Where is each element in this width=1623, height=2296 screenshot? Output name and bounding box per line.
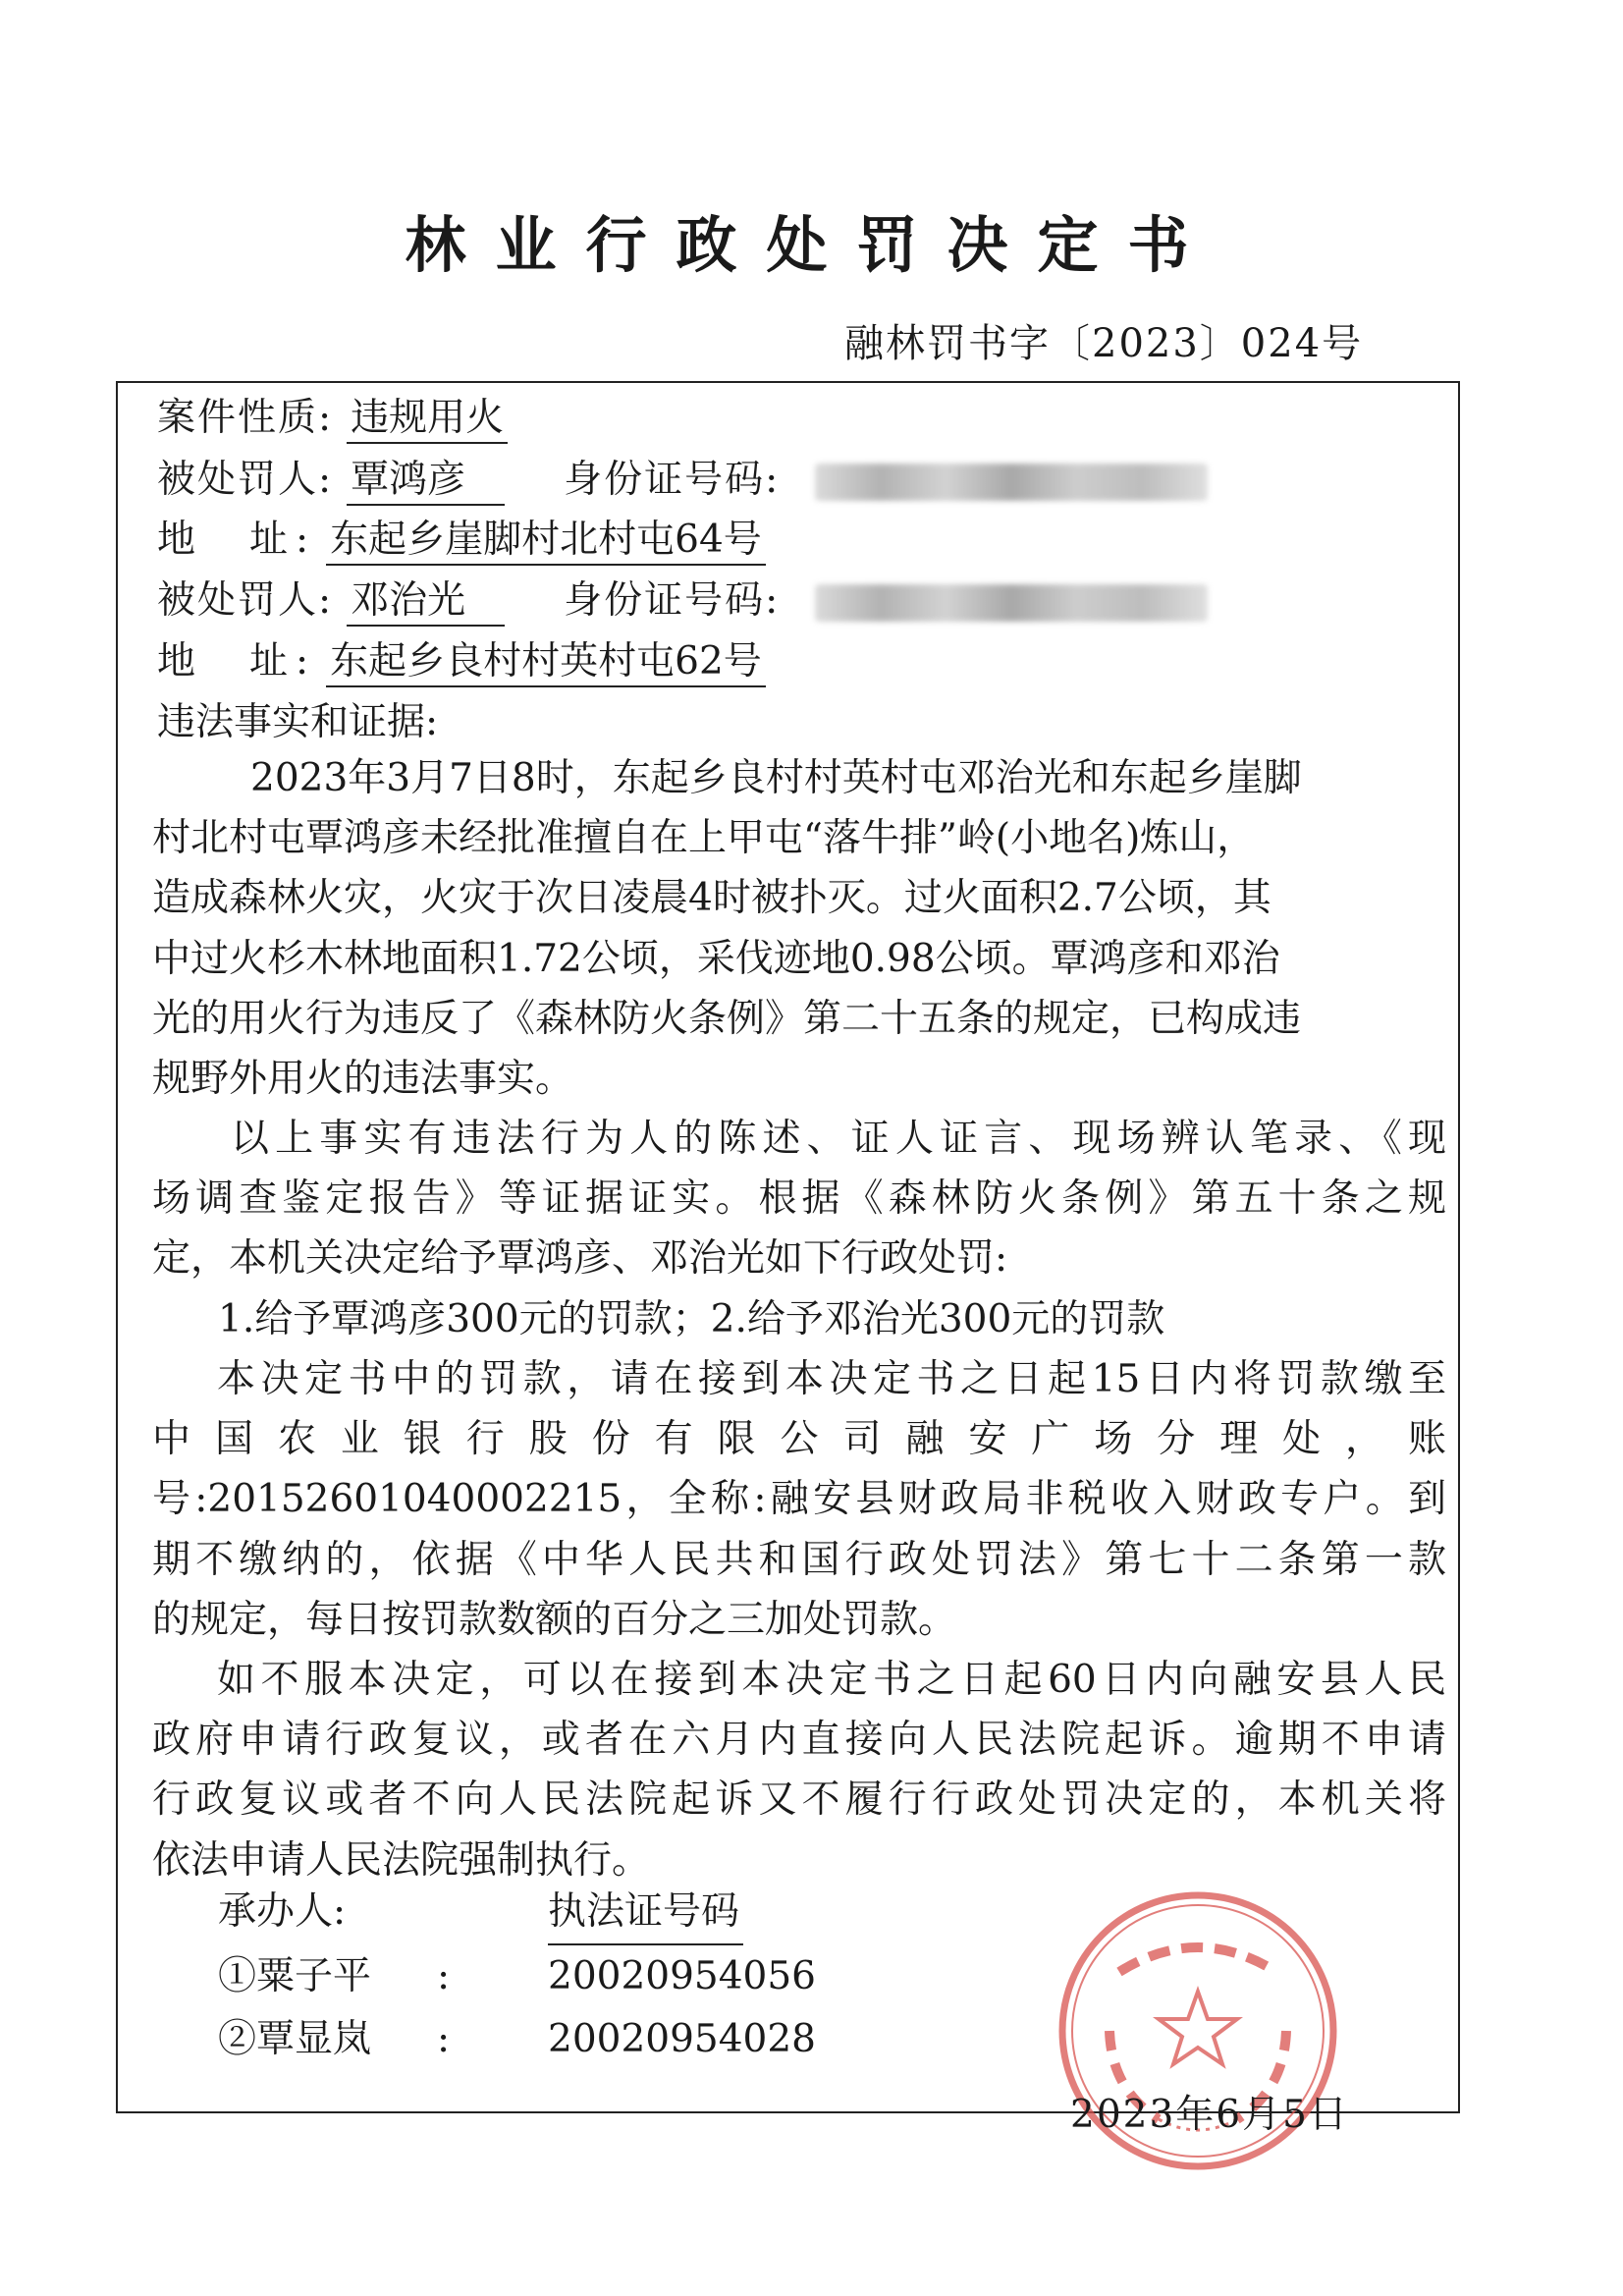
handler-2-separator: : [437,2017,451,2061]
payment-line: 的规定，每日按罚款数额的百分之三加处罚款。 [152,1597,957,1642]
appeal-line: 依法申请人民法院强制执行。 [152,1837,651,1883]
party-1-address: 东起乡崖脚村北村屯64号 [326,518,766,566]
handler-2-name: ②覃显岚 [218,2017,372,2061]
party-1-label: 被处罚人: [157,458,334,502]
party-1-id-label: 身份证号码: [564,458,781,502]
facts-paragraph [152,748,1446,1109]
case-nature-row [157,395,508,442]
payment-line: 期不缴纳的，依据《中华人民共和国行政处罚法》第七十二条第一款 [152,1537,1446,1582]
document-date: 2023年6月5日 [1070,2093,1349,2137]
facts-line: 规野外用火的违法事实。 [152,1057,574,1102]
party-1-name: 覃鸿彦 [347,458,505,506]
case-nature-label: 案件性质: [157,396,334,440]
facts-line: 2023年3月7日8时，东起乡良村村英村屯邓治光和东起乡崖脚 [250,756,1302,800]
party-2-address: 东起乡良村村英村屯62号 [326,639,766,687]
document-number: 融林罚书字〔2023〕024号 [844,321,1364,366]
handler-1-separator: : [437,1954,451,1998]
party-2-address-label: 地 址: [157,639,317,683]
party-2-label: 被处罚人: [157,578,334,623]
case-nature-value: 违规用火 [347,396,508,444]
cert-number-label: 执法证号码 [548,1883,743,1945]
penalty-items: 1.给予覃鸿彦300元的罚款；2.给予邓治光300元的罚款 [218,1297,1165,1341]
handler-1-name: ①粟子平 [218,1954,372,1998]
party-1-row [157,457,1208,504]
facts-line: 村北村屯覃鸿彦未经批准擅自在上甲屯“落牛排”岭(小地名)炼山， [152,816,1256,861]
appeal-line: 政府申请行政复议，或者在六月内直接向人民法院起诉。逾期不申请 [152,1718,1446,1763]
handler-label: 承办人: [218,1889,347,1934]
facts-line: 中过火杉木林地面积1.72公顷，采伐迹地0.98公顷。覃鸿彦和邓治 [152,936,1280,981]
appeal-line: 行政复议或者不向人民法院起诉又不履行行政处罚决定的，本机关将 [152,1777,1446,1823]
party-2-name: 邓治光 [347,578,505,627]
party-1-address-label: 地 址: [157,518,317,562]
appeal-line: 如不服本决定，可以在接到本决定书之日起60日内向融安县人民 [217,1658,1446,1702]
payment-paragraph [152,1349,1446,1650]
facts-line: 光的用火行为违反了《森林防火条例》第二十五条的规定，已构成违 [152,996,1302,1041]
payment-line: 号:20152601040002215，全称:融安县财政局非税收入财政专户。到 [152,1477,1446,1522]
handler-1-cert: 20020954056 [548,1954,816,1998]
handler-2-cert: 20020954028 [548,2017,816,2061]
payment-line: 中国农业银行股份有限公司融安广场分理处，账 [152,1417,1446,1462]
evidence-line: 定，本机关决定给予覃鸿彦、邓治光如下行政处罚: [152,1236,1008,1282]
facts-label: 违法事实和证据: [157,700,439,744]
party-2-id-redacted [815,584,1208,622]
payment-line: 本决定书中的罚款，请在接到本决定书之日起15日内将罚款缴至 [217,1357,1446,1401]
party-2-address-row [157,638,766,685]
party-1-address-row [157,517,766,564]
evidence-line: 以上事实有违法行为人的陈述、证人证言、现场辨认笔录、《现 [231,1117,1446,1161]
facts-line: 造成森林火灾，火灾于次日凌晨4时被扑灭。过火面积2.7公顷，其 [152,876,1271,921]
document-title: 林业行政处罚决定书 [405,209,1218,281]
appeal-paragraph [152,1650,1446,1890]
party-2-row [157,577,1208,625]
evidence-line: 场调查鉴定报告》等证据证实。根据《森林防火条例》第五十条之规 [152,1176,1446,1222]
party-2-id-label: 身份证号码: [564,578,781,623]
evidence-paragraph [152,1109,1446,1289]
party-1-id-redacted [815,464,1208,501]
